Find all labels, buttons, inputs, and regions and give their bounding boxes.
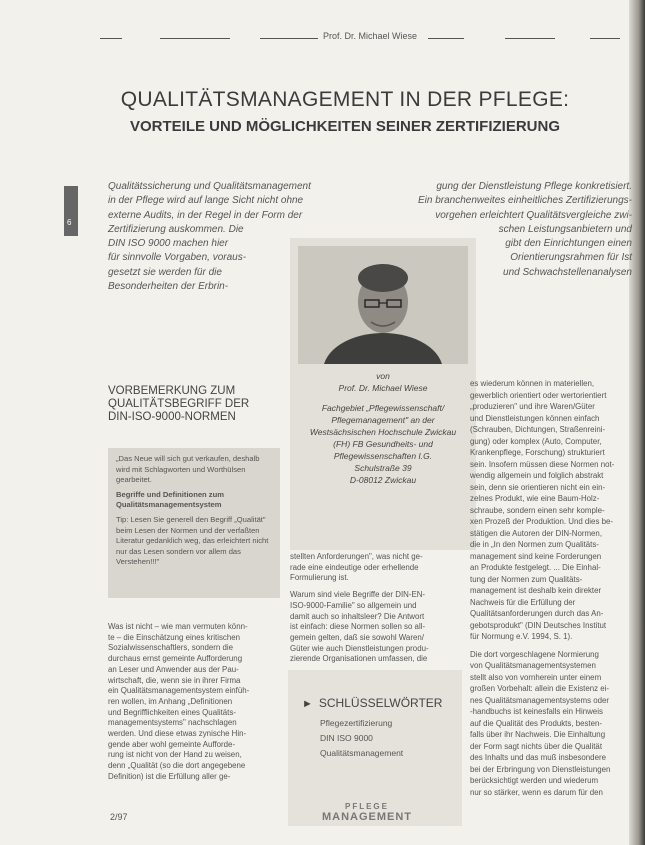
body-line: durchaus ernst gemeinte Aufforderung <box>108 654 243 664</box>
body-line: te – die Einschätzung eines kritischen <box>108 632 241 642</box>
quote-text: „Das Neue will sich gut verkaufen, deshalb wird mit Schlagworten und Worthülsen gearbeitet. <box>116 454 260 485</box>
body-line: Formulierung ist. <box>290 573 349 583</box>
header-rule-left-3 <box>260 38 318 39</box>
keyword-item: DIN ISO 9000 <box>320 733 373 743</box>
body-line: gung) oder komplex (Auto, Computer, <box>470 436 602 446</box>
article-title: QUALITÄTSMANAGEMENT IN DER PFLEGE: <box>120 88 570 111</box>
intro-line: für sinnvolle Vorgaben, voraus- <box>108 252 247 264</box>
author-photo <box>298 246 468 364</box>
body-line: Die dort vorgeschlagene Normierung <box>470 649 599 659</box>
author-photo-box <box>290 238 476 550</box>
intro-line: externe Audits, in der Regel in der Form der <box>108 209 303 221</box>
body-line: die in „In den Normen zum Qualitäts- <box>470 540 599 549</box>
body-line: gebotsprodukt" (DIN Deutsches Institut <box>470 620 607 630</box>
body-col2 <box>290 552 462 665</box>
header-rule-right <box>428 38 464 39</box>
intro-line: gung der Dienstleistung Pflege konkretisiert. <box>436 181 632 192</box>
caption-line: Fachgebiet „Pflegewissenschaft/ <box>321 403 445 413</box>
body-line: nes Qualitätsmanagementsystems oder <box>470 695 610 705</box>
keyword-item: Qualitätsmanagement <box>320 748 404 758</box>
body-line: von Qualitätsmanagementsystemen <box>470 661 596 670</box>
body-line: auf die Qualität des Produkts, besten- <box>470 718 603 728</box>
body-line: berücksichtigt werden und wiederum <box>470 776 599 785</box>
body-line: und Begrifflichkeiten eines Qualitäts- <box>108 707 236 717</box>
caption-line: Pflegewissenschaften I.G. <box>333 451 433 461</box>
page-number: 2/97 <box>110 812 128 822</box>
body-line: des Inhalts und das muß insbesondere <box>470 753 606 762</box>
body-line: sein. Insofern müssen diese Normen not- <box>470 459 615 469</box>
intro-line: Besonderheiten der Erbrin- <box>108 281 229 293</box>
intro-line: in der Pflege wird auf lange Sicht nicht ohne <box>108 195 304 207</box>
body-line: tung der Normen zum Qualitäts- <box>470 574 583 584</box>
body-line: werden. Und diese etwas zynische Hin- <box>108 729 247 739</box>
body-col1 <box>108 622 280 783</box>
body-line: zelnes Produkt, wie eine Baum-Holz- <box>470 494 600 503</box>
keywords-title <box>302 696 442 710</box>
body-line: Krankenpflege, Forschung) strukturiert <box>470 448 605 457</box>
body-line: Nachweis für die Erfüllung der <box>470 597 576 607</box>
header-rule-left-2 <box>160 38 230 39</box>
body-line: bei der Erbringung von Dienstleistungen <box>470 764 611 774</box>
body-line: falls über ihr Nachweis. Die Einhaltung <box>470 730 606 739</box>
body-line: ein Qualitätsmanagementsystem einfüh- <box>108 686 250 696</box>
scan-edge <box>629 0 645 845</box>
intro-line: gibt den Einrichtungen einen <box>505 238 632 250</box>
caption-line: D-08012 Zwickau <box>349 475 417 485</box>
body-line: -handbuchs ist keinesfalls ein Hinweis <box>470 707 603 716</box>
body-line: Definition) ist die Erfüllung aller ge- <box>108 771 231 781</box>
body-line: Was ist nicht – wie man vermuten könn- <box>108 622 248 631</box>
body-line: (Schrauben, Dichtungen, Straßenreini- <box>470 425 606 434</box>
body-line: damit auch so inhaltsleer? Die Antwort <box>290 611 425 621</box>
keywords-title-text: SCHLÜSSELWÖRTER <box>318 696 443 710</box>
body-line: Warum sind viele Begriffe der DIN-EN- <box>290 590 426 600</box>
body-line: denn „Qualität (so die dort angegebene <box>108 761 246 771</box>
author-caption <box>298 370 468 486</box>
header-rule-right-3 <box>590 38 620 39</box>
body-line: großen Vorbehalt: allein die Existenz ei- <box>470 684 610 693</box>
body-line: xen Prozeß der Produktion. Und dies be- <box>470 517 613 526</box>
header-author: Prof. Dr. Michael Wiese <box>323 31 418 41</box>
caption-line: Prof. Dr. Michael Wiese <box>338 383 428 393</box>
body-line: es wiederum können in materiellen, <box>470 379 595 388</box>
body-line: management sind keine Forderungen <box>470 551 602 561</box>
logo-top: PFLEGE <box>344 802 389 811</box>
body-line: Güter wie auch Dienstleistungen produ- <box>290 643 429 653</box>
body-line: rade eine eindeutige oder erhellende <box>290 562 419 572</box>
caption-line: Westsächsischen Hochschule Zwickau <box>309 427 457 437</box>
body-line: „produzieren" und ihre Waren/Güter <box>470 402 595 411</box>
caption-line: (FH) FB Gesundheits- und <box>333 439 433 449</box>
body-line: ISO-9000-Familie" so allgemein und <box>290 600 417 610</box>
body-col3 <box>470 378 630 798</box>
margin-tab-label: 6 <box>67 218 72 227</box>
intro-line: vorgehen erleichtert Qualitätsvergleiche zwi- <box>435 209 632 221</box>
body-line: für Normung e.V. 1994, S. 1). <box>470 632 573 641</box>
quote-tip: Tip: Lesen Sie generell den Begriff „Qualität" beim Lesen der Normen und der verfaßten Literatur gedanklich weg, das erleichtert nicht nur das Lesen sondern vor allem das Verstehen!!!" <box>116 514 269 567</box>
header-rule-right-2 <box>505 38 555 39</box>
quote-box <box>108 448 280 598</box>
body-line: gewerblich orientiert oder wertorientiert <box>470 390 607 400</box>
section-heading-line: QUALITÄTSBEGRIFF DER <box>108 398 250 410</box>
body-line: Qualitätsanforderungen durch das An- <box>470 609 604 618</box>
intro-line: und Schwachstellenanalysen <box>503 266 632 278</box>
body-line: ren wollen, im Anhang „Definitionen <box>108 696 233 706</box>
body-line: managementsystems" nachschlagen <box>108 718 237 728</box>
body-line: wirtschaft, die, wenn sie in ihrer Firma <box>108 675 241 685</box>
body-line: und Dienstleistungen können einfach <box>470 413 600 423</box>
body-line: Sozialwissenschaftlers, sondern die <box>108 643 233 653</box>
article-subtitle: VORTEILE UND MÖGLICHKEITEN SEINER ZERTIFIZIERUNG <box>129 118 560 135</box>
body-line: an Produkte festgelegt. ... Die Einhal- <box>470 563 601 572</box>
logo-bottom: MANAGEMENT <box>321 811 413 823</box>
intro-line: DIN ISO 9000 machen hier <box>108 238 229 250</box>
keyword-item: Pflegezertifizierung <box>320 718 393 728</box>
body-line: management ist deshalb kein direkter <box>470 586 602 595</box>
body-line: ist einfach: diese Normen sollen so all- <box>290 622 426 632</box>
caption-line <box>298 394 468 402</box>
intro-line: Orientierungsrahmen für Ist <box>510 252 632 264</box>
body-line: gemein gelten, daß sie sowohl Waren/ <box>290 632 424 642</box>
body-line: wendig allgemein und folglich abstrakt <box>470 471 604 480</box>
section-heading-line: VORBEMERKUNG ZUM <box>108 385 236 397</box>
intro-line: schen Leistungsanbietern und <box>498 223 632 235</box>
intro-line: gesetzt sie werden für die <box>108 266 222 278</box>
body-line: stellt also von vornherein unter einem <box>470 672 602 682</box>
body-line: nur so stärker, wenn es darum für den <box>470 787 603 797</box>
caption-line: Schulstraße 39 <box>354 463 412 473</box>
body-line: gende aber wohl gemeinte Aufforde- <box>108 739 236 749</box>
caption-line: von <box>376 371 390 381</box>
margin-tab <box>64 186 78 236</box>
arrow-right-icon: ► <box>302 698 313 710</box>
caption-line: Pflegemanagement" an der <box>331 415 435 425</box>
intro-line: Zertifizierung auskommen. Die <box>108 223 244 235</box>
quote-heading: Begriffe und Definitionen zum Qualitätsmanagementsystem <box>116 489 224 510</box>
body-line: zierende Organisationen umfassen, die <box>290 654 428 664</box>
header-rule-left <box>100 38 122 39</box>
body-line: an Leser und Anwender aus der Pau- <box>108 664 239 674</box>
section-heading-line: DIN-ISO-9000-NORMEN <box>108 411 236 423</box>
magazine-logo <box>312 802 422 822</box>
body-line: stellten Anforderungen", was nicht ge- <box>290 552 423 561</box>
body-line: rung ist nicht von der Hand zu weisen, <box>108 750 242 760</box>
body-line: stätigen die Autoren der DIN-Normen, <box>470 528 603 538</box>
body-line: der Form sagt nichts über die Qualität <box>470 741 603 751</box>
body-line: schraube, sondern einen sehr komple- <box>470 505 605 515</box>
section-heading <box>108 385 278 424</box>
intro-line: Ein branchenweites einheitliches Zertifizierungs- <box>418 195 632 207</box>
body-line: sein, denn sie orientieren nicht ein ein- <box>470 482 606 492</box>
intro-line: Qualitätssicherung und Qualitätsmanagement <box>108 181 311 192</box>
